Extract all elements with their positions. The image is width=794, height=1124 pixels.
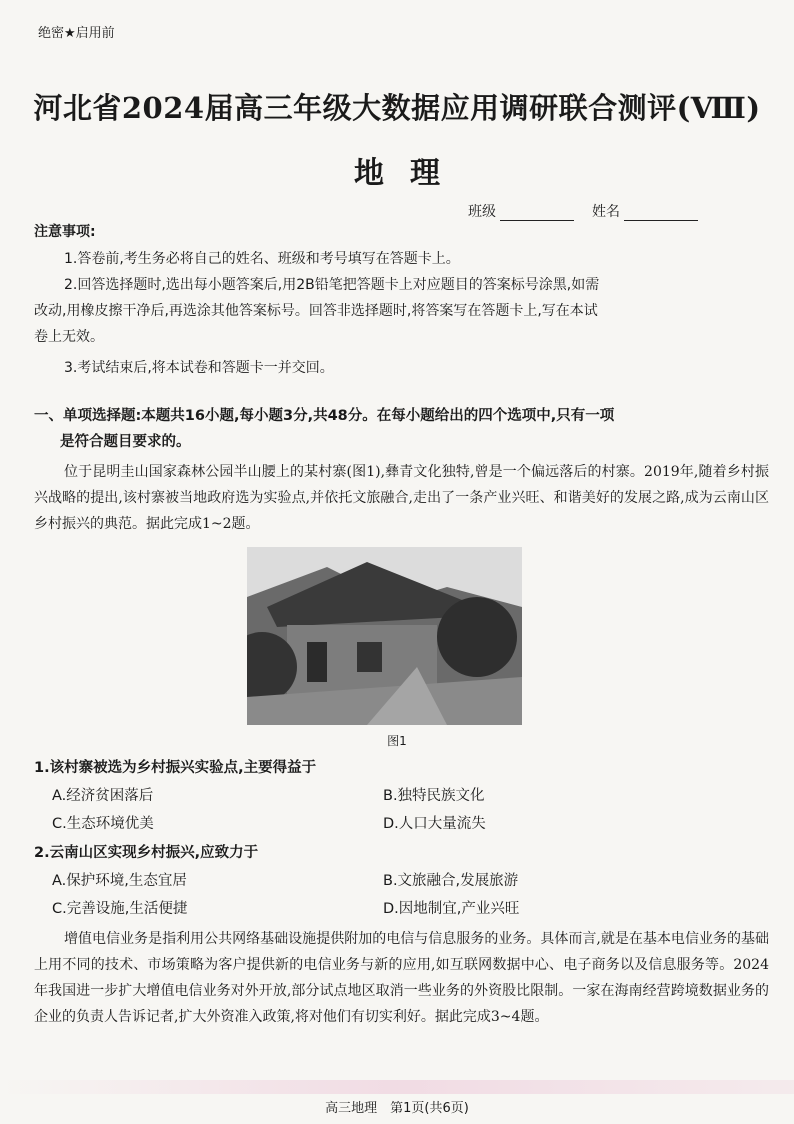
- village-photo-graphic: [247, 547, 522, 725]
- village-photo: [247, 547, 522, 725]
- notice-title: 注意事项:: [34, 224, 96, 240]
- passage-2: 增值电信业务是指利用公共网络基础设施提供附加的电信与信息服务的业务。具体而言,就是在基本电信业务的基础上用不同的技术、市场策略为客户提供新的电信业务与新的应用,如互联网数据中心、电子商务以及信息服务等。2024年我国进一步扩大增值电信业务对外开放,部分试点地区取消一些业务的外资股比限制。一家在海南经营跨境数据业务的企业的负责人告诉记者,扩大外资准入政策,将对他们有切实利好。据此完成3~4题。: [34, 931, 769, 1025]
- name-label: 姓名: [592, 204, 620, 220]
- notice-item-1: 1.答卷前,考生务必将自己的姓名、班级和考号填写在答题卡上。: [64, 251, 460, 267]
- question-2-option-c[interactable]: C.完善设施,生活便捷: [52, 901, 188, 917]
- question-1-option-d[interactable]: D.人口大量流失: [383, 816, 486, 832]
- class-blank: [500, 206, 574, 221]
- question-2-option-d[interactable]: D.因地制宜,产业兴旺: [383, 901, 520, 917]
- notice-item-2: 2.回答选择题时,选出每小题答案后,用2B铅笔把答题卡上对应题目的答案标号涂黑,如需: [64, 277, 600, 293]
- question-2-option-a[interactable]: A.保护环境,生态宜居: [52, 873, 187, 889]
- section-heading-line2: 是符合题目要求的。: [60, 434, 191, 450]
- name-field: [592, 201, 698, 221]
- class-label: 班级: [468, 204, 496, 220]
- class-field: [468, 201, 574, 221]
- question-2-option-b[interactable]: B.文旅融合,发展旅游: [383, 873, 519, 889]
- question-1-option-b[interactable]: B.独特民族文化: [383, 788, 485, 804]
- passage-1: 位于昆明圭山国家森林公园半山腰上的某村寨(图1),彝青文化独特,曾是一个偏远落后的村寨。2019年,随着乡村振兴战略的提出,该村寨被当地政府选为实验点,并依托文旅融合,走出了一条产业兴旺、和谐美好的发展之路,成为云南山区乡村振兴的典范。据此完成1~2题。: [34, 464, 769, 532]
- confidential-label: 绝密★启用前: [38, 26, 115, 41]
- subject-title: 地理: [354, 156, 466, 191]
- scan-artifact: [0, 1080, 794, 1094]
- notice-item-3: 3.考试结束后,将本试卷和答题卡一并交回。: [64, 360, 334, 376]
- exam-title: 河北省2024届高三年级大数据应用调研联合测评(Ⅷ): [33, 91, 761, 125]
- question-1-option-c[interactable]: C.生态环境优美: [52, 816, 154, 832]
- notice-item-2-cont2: 卷上无效。: [34, 329, 104, 345]
- section-heading-line1: 一、单项选择题:本题共16小题,每小题3分,共48分。在每小题给出的四个选项中,只有一项: [34, 408, 615, 424]
- question-2-stem: 2.云南山区实现乡村振兴,应致力于: [34, 845, 259, 861]
- question-1-option-a[interactable]: A.经济贫困落后: [52, 788, 154, 804]
- student-info-fields: [468, 201, 698, 221]
- notice-item-2-cont: 改动,用橡皮擦干净后,再选涂其他答案标号。回答非选择题时,将答案写在答题卡上,写在本试: [34, 303, 598, 319]
- question-1-stem: 1.该村寨被选为乡村振兴实验点,主要得益于: [34, 760, 317, 776]
- name-blank: [624, 206, 698, 221]
- section-heading: [34, 403, 769, 455]
- page-footer: 高三地理 第1页(共6页): [325, 1101, 469, 1116]
- figure-caption: 图1: [387, 734, 407, 748]
